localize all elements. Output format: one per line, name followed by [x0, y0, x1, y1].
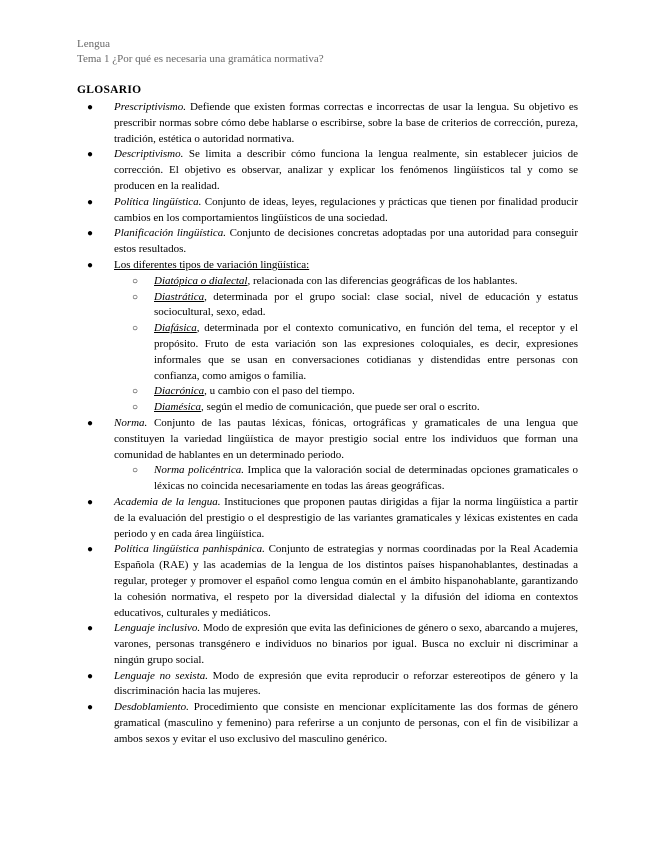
subject-label: Lengua: [77, 38, 110, 50]
term: Planificación lingüística.: [114, 227, 227, 240]
glossary-item-norma: [77, 416, 578, 495]
bullet-icon: ●: [87, 259, 94, 271]
definition: Conjunto de las pautas léxicas, fónicas, ortográficas y gramaticales de una lengua que constituyen la variedad lingüística de mayor prestigio social entre los individuos que forman una comunidad de hablantes en un determinado periodo.: [114, 416, 578, 461]
bullet-icon: ●: [87, 702, 94, 714]
term: Diatópica o dialectal: [154, 274, 248, 287]
glossary-item-desdoblamiento: [77, 700, 578, 747]
definition: Instituciones que proponen pautas dirigidas a fijar la norma lingüística a partir de la evaluación del prestigio o el desprestigio de las variantes gramaticales y léxicas existentes en cada periodo y en cada área lingüística.: [114, 495, 578, 540]
term: Prescriptivismo.: [114, 101, 186, 113]
bullet-icon: ●: [87, 623, 94, 635]
definition: Modo de expresión que evita reproducir o reforzar estereotipos de género y la discriminación hacia las mujeres.: [114, 669, 578, 698]
definition: Procedimiento que consiste en mencionar explícitamente las dos formas de género gramatical (masculino y femenino) para referirse a un conjunto de personas, con el fin de visibilizar a ambos sexos y evitar el uso exclusivo del masculino genérico.: [114, 701, 578, 745]
term: Norma.: [114, 416, 148, 429]
glossary-list: [77, 100, 578, 748]
glossary-item-descriptivismo: [77, 147, 578, 194]
bullet-icon: ●: [87, 417, 94, 429]
term: Descriptivismo.: [114, 148, 184, 161]
glossary-item-inclusivo: [77, 621, 578, 668]
term: Diastrática: [154, 290, 205, 303]
document-header: [77, 37, 324, 67]
bullet-icon: ●: [87, 228, 94, 240]
circle-bullet-icon: ○: [132, 402, 139, 414]
glossary-item-no-sexista: [77, 669, 578, 701]
term: Desdoblamiento.: [114, 701, 189, 714]
norma-sublist: [114, 463, 578, 495]
definition: Conjunto de decisiones concretas adoptadas por una autoridad para conseguir estos resultados.: [114, 227, 578, 256]
definition: Defiende que existen formas correctas e incorrectas de usar la lengua. Su objetivo es prescribir normas sobre cómo debe hablarse o escribirse, sobre la base de criterios de corrección, pureza, tradición, estética o autoridad normativa.: [114, 101, 578, 145]
variation-diastratica: [114, 290, 578, 322]
circle-bullet-icon: ○: [132, 386, 139, 398]
bullet-icon: ●: [87, 196, 94, 208]
bullet-icon: ●: [87, 544, 94, 556]
glossary-item-politica-linguistica: [77, 195, 578, 227]
definition: , determinada por el contexto comunicativo, en función del tema, el receptor y el propósito. Fruto de esta variación son las expresiones coloquiales, es decir, expresiones informales que se usan en conversaciones cotidianas y distendidas entre personas con confianza, como amigos o familia.: [154, 322, 578, 382]
term: Lenguaje inclusivo.: [114, 622, 201, 635]
definition: Conjunto de ideas, leyes, regulaciones y prácticas que tienen por finalidad producir cambios en los comportamientos lingüísticos de una sociedad.: [114, 195, 578, 224]
definition: Conjunto de estrategias y normas coordinadas por la Real Academia Española (RAE) y las academias de la lengua de los distintos países hispanohablantes, destinadas a regular, proteger y promover el español como lengua común en el ámbito hispanohablante, garantizando la cohesión normativa, el respeto por la diversidad dialectal y la difusión del idioma en contextos educativos, culturales y mediáticos.: [114, 543, 578, 619]
variation-sublist: [114, 274, 578, 416]
definition: , según el medio de comunicación, que puede ser oral o escrito.: [201, 401, 480, 414]
variation-diamesica: [114, 400, 578, 416]
variation-diacronica: [114, 384, 578, 400]
definition: , relacionada con las diferencias geográficas de los hablantes.: [247, 274, 518, 287]
variation-diafasica: [114, 321, 578, 384]
variation-diatopica: [114, 274, 578, 290]
definition: , u cambio con el paso del tiempo.: [204, 385, 355, 398]
variation-heading: Los diferentes tipos de variación lingüística:: [114, 258, 310, 271]
glossary-item-variacion: [77, 258, 578, 416]
bullet-icon: ●: [87, 149, 94, 161]
term: Política lingüística panhispánica.: [114, 543, 265, 556]
circle-bullet-icon: ○: [132, 291, 139, 303]
glossary-item-planificacion: [77, 226, 578, 258]
norma-policentrica: [114, 463, 578, 495]
circle-bullet-icon: ○: [132, 323, 139, 335]
term: Norma policéntrica.: [154, 464, 244, 477]
definition: Modo de expresión que evita las definiciones de género o sexo, abarcando a mujeres, varones, personas transgénero e individuos no binarios por igual. Busca no excluir ni discriminar a ningún grupo social.: [114, 622, 578, 666]
bullet-icon: ●: [87, 102, 94, 113]
definition: Implica que la valoración social de determinadas opciones gramaticales o léxicas no coincida necesariamente en todas las áreas geográficas.: [154, 464, 579, 493]
glossary-item-academia: [77, 495, 578, 542]
definition: Se limita a describir cómo funciona la lengua realmente, sin establecer juicios de corrección. El objetivo es observar, analizar y explicar los fenómenos lingüísticos tal y como se producen en la realidad.: [114, 148, 578, 192]
glossary-item-panhispanica: [77, 542, 578, 621]
glossary-item-prescriptivismo: [77, 100, 578, 147]
term: Lenguaje no sexista.: [114, 669, 208, 682]
circle-bullet-icon: ○: [132, 275, 139, 287]
circle-bullet-icon: ○: [132, 465, 139, 477]
term: Diacrónica: [154, 385, 205, 398]
term: Diamésica: [154, 401, 202, 414]
topic-label: Tema 1 ¿Por qué es necesaria una gramática normativa?: [77, 53, 324, 65]
term: Diafásica: [154, 322, 197, 335]
bullet-icon: ●: [87, 670, 94, 682]
bullet-icon: ●: [87, 496, 94, 508]
term: Academia de la lengua.: [114, 495, 221, 508]
glossary-title: GLOSARIO: [77, 84, 142, 96]
definition: , determinada por el grupo social: clase social, nivel de educación y estatus sociocultural, sexo, edad.: [154, 290, 578, 319]
term: Política lingüística.: [114, 195, 202, 208]
